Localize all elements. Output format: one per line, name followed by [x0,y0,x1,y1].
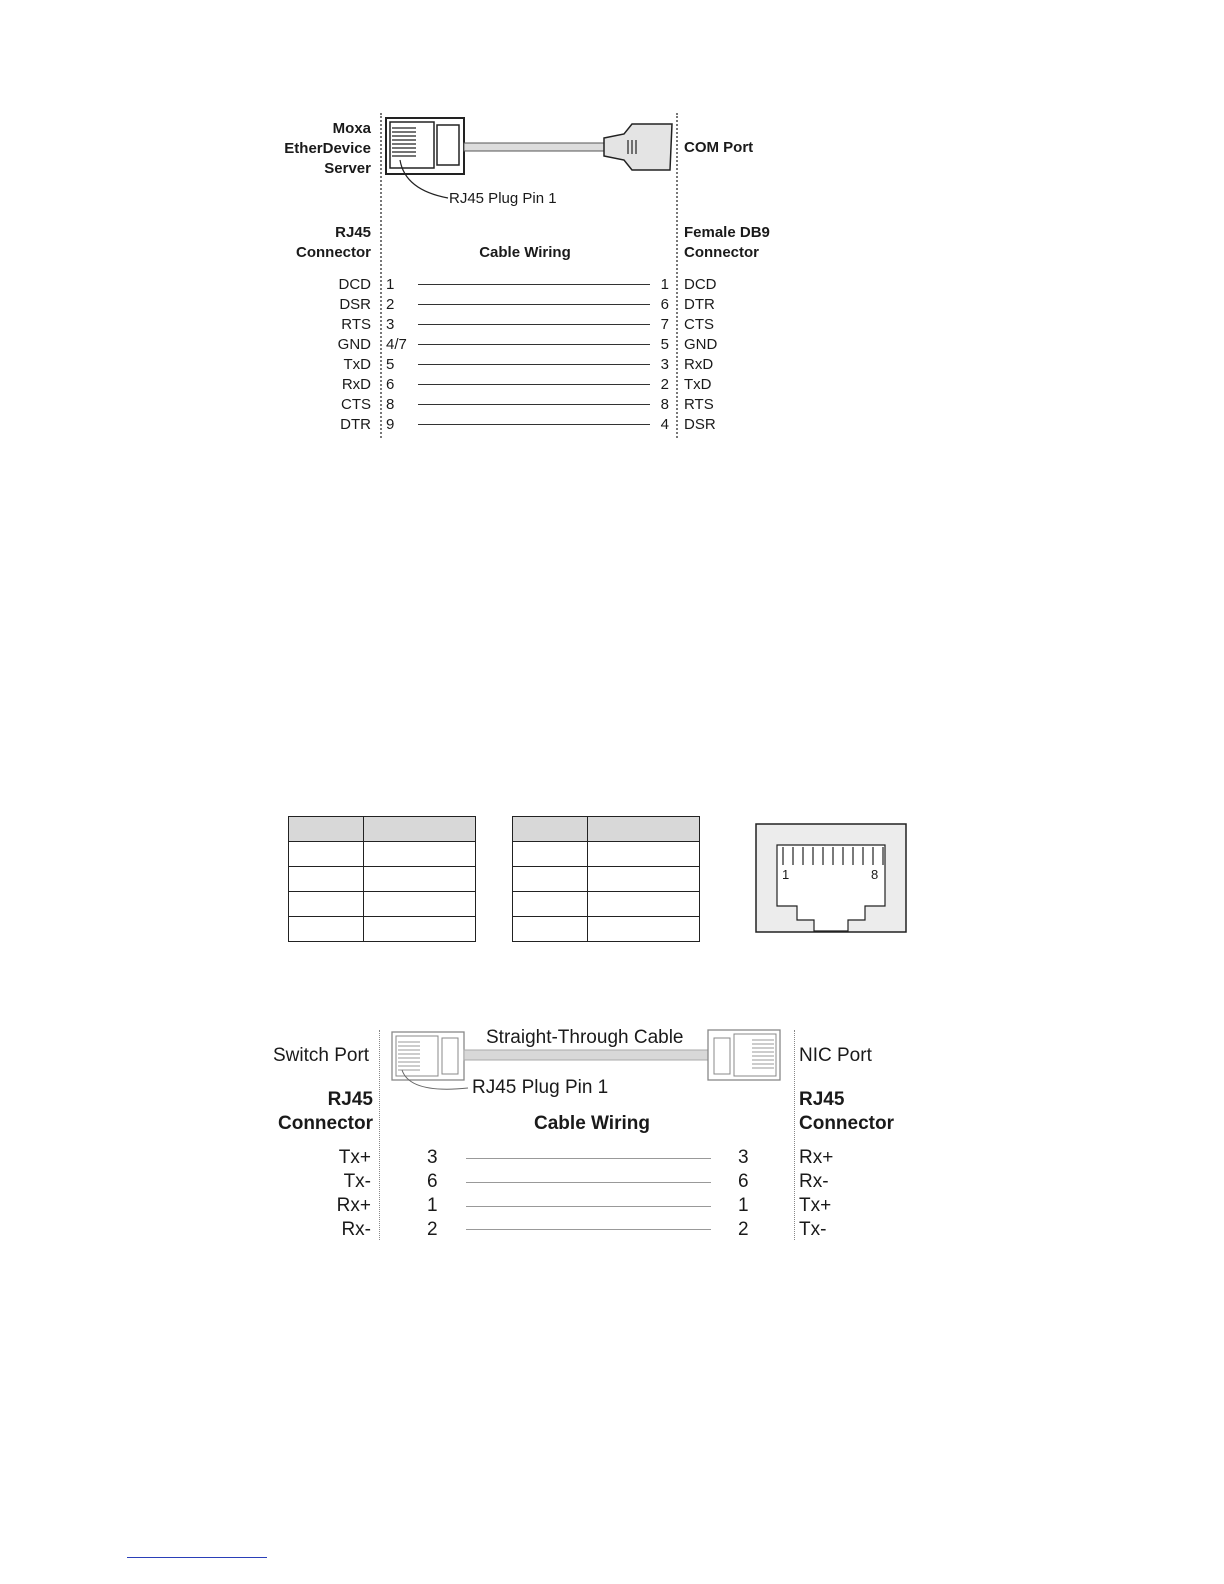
switch-port-label: Switch Port [273,1045,370,1066]
table-header-cell [289,817,364,842]
right-signal: Rx+ [799,1147,834,1168]
cable-wiring-header: Cable Wiring [534,1113,650,1134]
right-signal: Tx- [799,1219,827,1240]
right-signal: CTS [684,316,714,333]
left-signal: GND [337,336,371,353]
right-separator [794,1030,795,1240]
left-pin: 5 [386,356,395,373]
table-row [289,892,476,917]
left-signal: DSR [339,296,371,313]
left-pin: 2 [386,296,395,313]
right-pin: 1 [738,1195,749,1216]
left-pin: 1 [386,276,395,293]
right-pin: 3 [660,356,669,373]
left-device-label-line1: Moxa [332,120,371,137]
right-pin: 4 [660,416,669,433]
left-pin: 9 [386,416,395,433]
table-row [513,892,700,917]
table-row [289,867,476,892]
cable-wiring-header: Cable Wiring [479,244,571,261]
right-pin: 8 [660,396,669,413]
jack-pin-8-label: 8 [871,867,879,882]
footnote-separator [127,1557,267,1558]
left-connector-header-line2: Connector [278,1113,373,1134]
right-connector-header-line2: Connector [684,244,759,261]
table-header-cell [364,817,476,842]
left-signal: DTR [340,416,371,433]
plug-pin-1-label: RJ45 Plug Pin 1 [472,1077,609,1098]
left-pin: 4/7 [386,336,407,353]
table-row [513,867,700,892]
db9-connector-icon [604,124,672,170]
wire [466,1158,711,1159]
nic-port-label: NIC Port [799,1045,872,1066]
left-signal: RxD [341,376,371,393]
wire [418,364,650,365]
left-signal: DCD [338,276,371,293]
left-signal: Tx+ [338,1147,371,1168]
left-device-label-line3: Server [324,160,371,177]
left-signal: TxD [343,356,371,373]
wire [418,424,650,425]
right-connector-header-line2: Connector [799,1113,894,1134]
left-pin: 3 [386,316,395,333]
wire [418,304,650,305]
left-connector-header-line2: Connector [296,244,371,261]
wire [418,384,650,385]
left-connector-header-line1: RJ45 [327,1089,373,1110]
right-signal: GND [684,336,718,353]
right-pin: 6 [738,1171,749,1192]
table-row [289,842,476,867]
table-header-cell [513,817,588,842]
table-row [289,917,476,942]
left-signal: RTS [341,316,371,333]
left-connector-header-line1: RJ45 [335,224,371,241]
jack-pin-1-label: 1 [782,867,790,882]
table-row [513,842,700,867]
right-connector-header-line1: RJ45 [799,1089,845,1110]
wire [418,344,650,345]
wire [466,1182,711,1183]
right-signal: Rx- [799,1171,829,1192]
right-connector-header-line1: Female DB9 [684,224,770,241]
right-signal: TxD [684,376,712,393]
right-signal: RxD [684,356,714,373]
right-signal: Tx+ [799,1195,832,1216]
right-device-label: COM Port [684,139,754,156]
wire [418,404,650,405]
pinout-table-right [512,816,700,942]
plug-pin-1-label: RJ45 Plug Pin 1 [449,190,557,207]
left-signal: Rx+ [336,1195,371,1216]
right-pin: 2 [738,1219,749,1240]
right-signal: DTR [684,296,715,313]
right-pin: 2 [660,376,669,393]
rj45-jack-illustration [755,823,907,933]
wire [418,284,650,285]
right-pin: 7 [660,316,669,333]
right-pin: 6 [660,296,669,313]
left-signal: Tx- [343,1171,371,1192]
rj45-plug-icon [386,118,464,174]
right-signal: DSR [684,416,716,433]
left-pin: 6 [427,1171,438,1192]
rj45-jack-icon [755,823,907,933]
left-pin: 6 [386,376,395,393]
left-signal: CTS [341,396,371,413]
left-pin: 8 [386,396,395,413]
wire [466,1206,711,1207]
right-pin: 3 [738,1147,749,1168]
wire [466,1229,711,1230]
cable-type-label: Straight-Through Cable [486,1027,684,1048]
right-pin: 1 [660,276,669,293]
right-signal: DCD [684,276,717,293]
table-row [513,917,700,942]
right-rj45-plug-icon [708,1030,780,1080]
left-signal: Rx- [341,1219,371,1240]
left-device-label-line2: EtherDevice [284,140,371,157]
pinout-table-left [288,816,476,942]
wire [418,324,650,325]
right-pin: 5 [660,336,669,353]
right-signal: RTS [684,396,714,413]
left-pin: 1 [427,1195,438,1216]
left-pin: 2 [427,1219,438,1240]
table-header-cell [588,817,700,842]
left-pin: 3 [427,1147,438,1168]
